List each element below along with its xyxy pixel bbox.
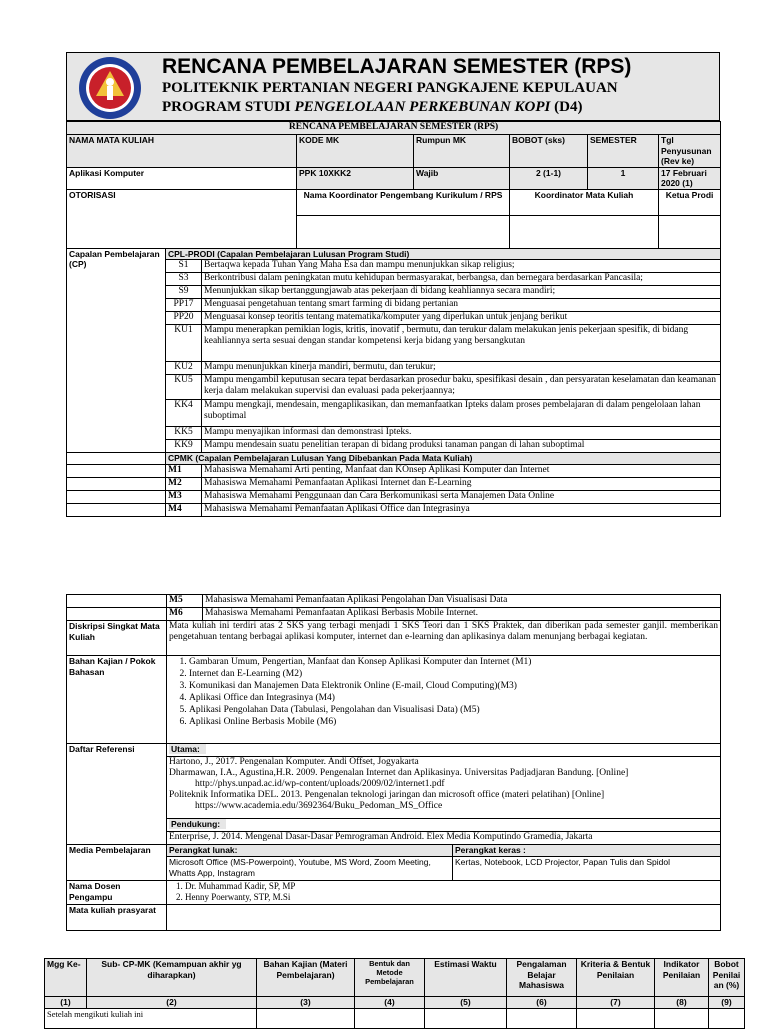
cp-spacer (67, 453, 166, 465)
cp-spacer (67, 491, 166, 504)
col-nama-mk: NAMA MATA KULIAH (67, 135, 297, 168)
program-name: PROGRAM STUDI PENGELOLAAN PERKEBUNAN KOPI (D4) (162, 99, 583, 115)
col-kode-mk: KODE MK (297, 135, 414, 168)
cpl-prodi-heading: CPL-PRODI (Capalan Pembelajaran Lulusan Program Studi) (166, 248, 721, 260)
bahan-item: 2. Internet dan E-Learning (M2) (189, 668, 718, 680)
document-title: RENCANA PEMBELAJARAN SEMESTER (RPS) (162, 55, 632, 78)
cpmk-code: M5 (167, 595, 203, 608)
col-rumpun-mk: Rumpun MK (414, 135, 510, 168)
cpl-code: S1 (166, 260, 202, 273)
cpmk-code: M1 (166, 465, 202, 478)
perangkat-keras-label: Perangkat keras : (453, 845, 721, 857)
plan-col-number: (2) (87, 997, 257, 1009)
media-label: Media Pembelajaran (67, 845, 167, 881)
plan-cell (577, 1008, 655, 1028)
val-rumpun-mk: Wajib (414, 167, 510, 189)
cpl-code: PP17 (166, 299, 202, 312)
plan-cell (355, 1008, 425, 1028)
cpl-text: Menguasai konsep teoritis tentang matematika/komputer yang diperlukan untuk jenjang berikut (202, 312, 721, 325)
plan-cell (709, 1008, 745, 1028)
referensi-utama (167, 757, 721, 819)
plan-col-number: (5) (425, 997, 507, 1009)
cpmk-code: M2 (166, 478, 202, 491)
cpmk-text: Mahasiswa Memahami Pemanfaatan Aplikasi Office dan Integrasinya (202, 504, 721, 517)
perangkat-lunak-text: Microsoft Office (MS-Powerpoint), Youtube, MS Word, Zoom Meeting, Whatts App, Instagram (167, 857, 453, 881)
plan-header-indikator: Indikator Penilaian (655, 959, 709, 997)
plan-header-pengalaman: Pengalaman Belajar Mahasiswa (507, 959, 577, 997)
cpl-text: Bertaqwa kepada Tuhan Yang Maha Esa dan mampu menunjukkan sikap religius; (202, 260, 721, 273)
reference-link: https://www.academia.edu/3692364/Buku_Pedoman_MS_Office (195, 801, 443, 811)
plan-col-number: (9) (709, 997, 745, 1009)
reference-item: Dharmawan, I.A., Agustina,H.R. 2009. Pengenalan Internet dan Aplikasinya. Universitas Padjadjaran Bandung. [Online] (169, 768, 629, 778)
bahan-item: 4. Aplikasi Office dan Integrasinya (M4) (189, 692, 718, 704)
cpl-text: Berkontribusi dalam peningkatan mutu kehidupan bermasyarakat, berbangsa, dan bernegara berdasarkan Pancasila; (202, 273, 721, 286)
plan-col-number: (7) (577, 997, 655, 1009)
cpl-text: Mampu mendesain suatu penelitian terapan di bidang produksi tanaman pangan di lahan suboptimal (202, 440, 721, 453)
cpl-text: Menguasai pengetahuan tentang smart farming di bidang pertanian (202, 299, 721, 312)
dosen-label: Nama Dosen Pengampu (67, 881, 167, 905)
bahan-list (167, 656, 721, 744)
cpl-code: KK9 (166, 440, 202, 453)
bahan-item: 5. Aplikasi Pengolahan Data (Tabulasi, Pengolahan dan Visualisasi Data) (M5) (189, 704, 718, 716)
dosen-list (167, 881, 721, 905)
cpmk-text: Mahasiswa Memahami Penggunaan dan Cara Berkomunikasi serta Manajemen Data Online (202, 491, 721, 504)
plan-cell (507, 1008, 577, 1028)
auth-koordinator-kurikulum: Nama Koordinator Pengembang Kurikulum / RPS (297, 189, 510, 215)
bahan-item: 1. Gambaran Umum, Pengertian, Manfaat dan Konsep Aplikasi Komputer dan Internet (M1) (189, 656, 718, 668)
col-tgl: Tgl Penyusunan (Rev ke) (659, 135, 721, 168)
cpl-text: Mampu mengkaji, mendesain, mengaplikasikan, dan memanfaatkan Ipteks dalam proses pembelajaran di dalam pengelolaan lahan suboptimal (202, 400, 721, 427)
cpmk-spacer (67, 608, 167, 621)
plan-header-bobot: Bobot Penilai an (%) (709, 959, 745, 997)
plan-header-mgg: Mgg Ke- (45, 959, 87, 997)
plan-header-subcpmk: Sub- CP-MK (Kemampuan akhir yg diharapkan) (87, 959, 257, 997)
bahan-label: Bahan Kajian / Pokok Bahasan (67, 656, 167, 744)
pendukung-row (167, 819, 721, 832)
cpl-code: KU1 (166, 325, 202, 362)
reference-link: http://phys.unpad.ac.id/wp-content/uploads/2009/02/internet1.pdf (195, 779, 445, 789)
referensi-label: Daftar Referensi (67, 744, 167, 845)
auth-sign-3 (659, 215, 721, 248)
plan-header-metode: Bentuk dan Metode Pembelajaran (355, 959, 425, 997)
institution-name: POLITEKNIK PERTANIAN NEGERI PANGKAJENE KEPULAUAN (162, 80, 618, 96)
plan-header-estimasi: Estimasi Waktu (425, 959, 507, 997)
cpl-text: Mampu menyajikan informasi dan demonstrasi Ipteks. (202, 427, 721, 440)
col-semester: SEMESTER (588, 135, 659, 168)
plan-cell (257, 1008, 355, 1028)
reference-item: Hartono, J., 2017. Pengenalan Komputer. Andi Offset, Jogyakarta (169, 757, 419, 767)
plan-col-number: (6) (507, 997, 577, 1009)
rps-table (66, 121, 721, 517)
cpl-code: PP20 (166, 312, 202, 325)
cpmk-spacer (67, 595, 167, 608)
utama-row (167, 744, 721, 757)
cpl-code: S9 (166, 286, 202, 299)
plan-col-number: (4) (355, 997, 425, 1009)
cpl-code: KK5 (166, 427, 202, 440)
cp-label: Capalan Pembelajaran (CP) (67, 248, 166, 453)
rps-table-continued (66, 594, 721, 931)
cpmk-text: Mahasiswa Memahami Pemanfaatan Aplikasi Pengolahan Dan Visualisasi Data (203, 595, 721, 608)
cpl-text: Mampu menerapkan pemikian logis, kritis, inovatif , bermutu, dan terukur dalam melakukan jenis pekerjaan spesifik, di bidang keahliannya serta sesuai dengan standar kompetensi kerja bidang yang bersangkutan (202, 325, 721, 362)
cpl-code: S3 (166, 273, 202, 286)
deskripsi-label: Diskripsi Singkat Mata Kuliah (67, 621, 167, 656)
cp-spacer (67, 478, 166, 491)
cpmk-text: Mahasiswa Memahami Pemanfaatan Aplikasi Internet dan E-Learning (202, 478, 721, 491)
auth-ketua-prodi: Ketua Prodi (659, 189, 721, 215)
pendukung-label: Pendukung: (169, 819, 226, 829)
rps-heading: RENCANA PEMBELAJARAN SEMESTER (RPS) (67, 122, 721, 135)
reference-item: Enterprise, J. 2014. Mengenal Dasar-Dasar Pemrograman Android. Elex Media Komputindo Gramedia, Jakarta (167, 832, 721, 845)
deskripsi-text: Mata kuliah ini terdiri atas 2 SKS yang terbagi menjadi 1 SKS Teori dan 1 SKS Praktek, dan diberikan pada semester ganjil. memberikan pengetahuan tentang berbagai aplikasi komputer, internet dan e-learning dan aplikasinya dalam menunjang berbagai kegiatan. (167, 621, 721, 656)
col-bobot: BOBOT (sks) (510, 135, 588, 168)
dosen-item: 2. Henny Poerwanty, STP, M.Si (185, 892, 718, 903)
plan-col-number: (8) (655, 997, 709, 1009)
plan-col-number: (1) (45, 997, 87, 1009)
plan-col-number: (3) (257, 997, 355, 1009)
auth-sign-1 (297, 215, 510, 248)
cpmk-text: Mahasiswa Memahami Arti penting, Manfaat dan KOnsep Aplikasi Komputer dan Internet (202, 465, 721, 478)
val-tgl: 17 Februari 2020 (1) (659, 167, 721, 189)
plan-cell (425, 1008, 507, 1028)
plan-first-row-text: Setelah mengikuti kuliah ini (45, 1008, 257, 1028)
perangkat-lunak-label: Perangkat lunak: (167, 845, 453, 857)
auth-koordinator-mk: Koordinator Mata Kuliah (510, 189, 659, 215)
cp-spacer (67, 465, 166, 478)
cp-spacer (67, 504, 166, 517)
cpmk-heading: CPMK (Capalan Pembelajaran Lulusan Yang Dibebankan Pada Mata Kuliah) (166, 453, 721, 465)
plan-header-kriteria: Kriteria & Bentuk Penilaian (577, 959, 655, 997)
val-semester: 1 (588, 167, 659, 189)
auth-sign-2 (510, 215, 659, 248)
cpl-text: Menunjukkan sikap bertanggungjawab atas pekerjaan di bidang keahliannya secara mandiri; (202, 286, 721, 299)
cpl-code: KK4 (166, 400, 202, 427)
val-nama-mk: Aplikasi Komputer (67, 167, 297, 189)
plan-cell (655, 1008, 709, 1028)
institution-logo (78, 56, 142, 120)
prasyarat-value (167, 905, 721, 931)
prasyarat-label: Mata kuliah prasyarat (67, 905, 167, 931)
val-bobot: 2 (1-1) (510, 167, 588, 189)
perangkat-keras-text: Kertas, Notebook, LCD Projector, Papan Tulis dan Spidol (453, 857, 721, 881)
otorisasi-label: OTORISASI (67, 189, 297, 248)
cpl-text: Mampu menunjukkan kinerja mandiri, bermutu, dan terukur; (202, 362, 721, 375)
cpmk-code: M3 (166, 491, 202, 504)
cpmk-text: Mahasiswa Memahami Pemanfaatan Aplikasi Berbasis Mobile Internet. (203, 608, 721, 621)
bahan-item: 3. Komunikasi dan Manajemen Data Elektronik Online (E-mail, Cloud Computing)(M3) (189, 680, 718, 692)
cpl-text: Mampu mengambil keputusan secara tepat berdasarkan prosedur baku, spesifikasi desain , dan persyaratan keselamatan dan keamanan kerja dalam melakukan supervisi dan evaluasi pada pekerjaannya; (202, 375, 721, 400)
cpl-code: KU5 (166, 375, 202, 400)
weekly-plan-table (44, 958, 745, 1029)
cpmk-code: M6 (167, 608, 203, 621)
dosen-item: 1. Dr. Muhammad Kadir, SP, MP (185, 881, 718, 892)
plan-header-bahan: Bahan Kajian (Materi Pembelajaran) (257, 959, 355, 997)
cpl-code: KU2 (166, 362, 202, 375)
reference-item: Politeknik Informatika DEL. 2013. Pengenalan teknologi jaringan dan microsoft office (materi pelatihan) [Online] (169, 790, 605, 800)
bahan-item: 6. Aplikasi Online Berbasis Mobile (M6) (189, 716, 718, 728)
val-kode-mk: PPK 10XKK2 (297, 167, 414, 189)
cpmk-code: M4 (166, 504, 202, 517)
utama-label: Utama: (169, 744, 206, 754)
